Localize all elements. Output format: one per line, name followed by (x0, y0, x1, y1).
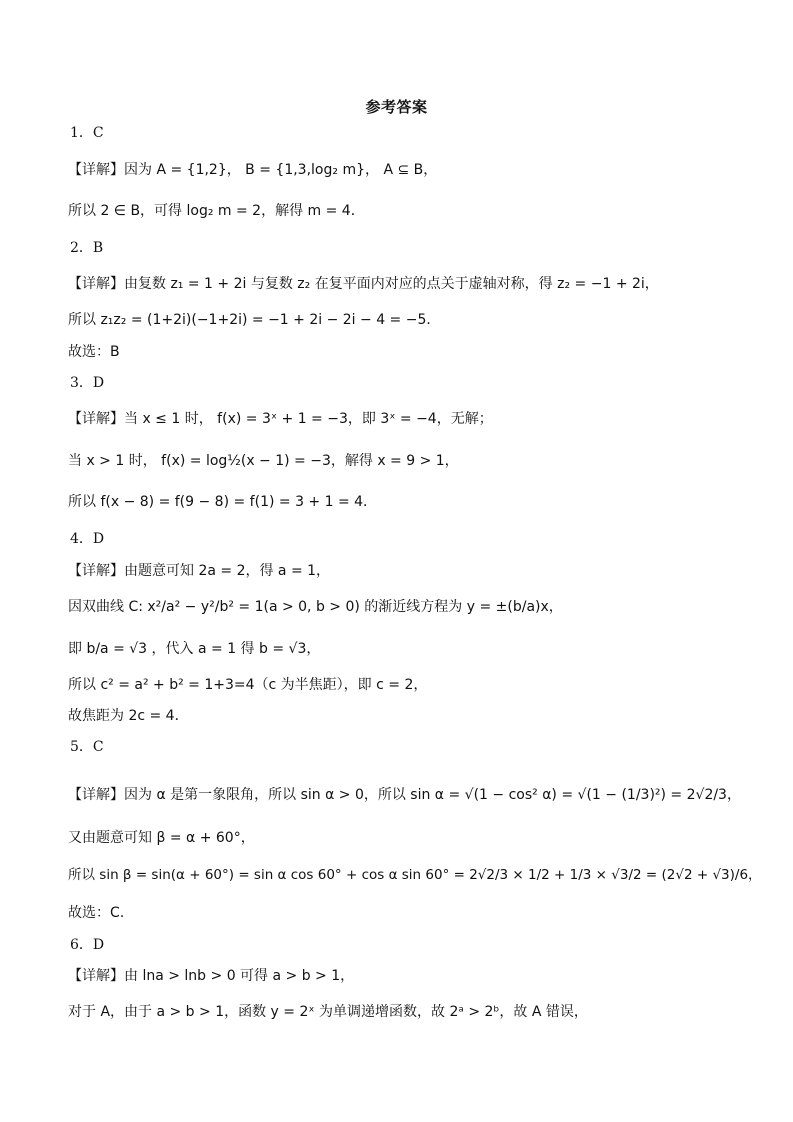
answer-line: 故选：B (68, 344, 120, 360)
answer-line: 所以 f(x − 8) = f(9 − 8) = f(1) = 3 + 1 = 4． (68, 494, 378, 510)
answer-number: 4．D (70, 531, 105, 547)
answer-line: 所以 z₁z₂ = (1+2i)(−1+2i) = −1 + 2i − 2i − 4 = −5． (68, 312, 441, 328)
answer-number: 2．B (70, 240, 104, 256)
answer-line: 【详解】因为 α 是第一象限角，所以 sin α > 0，所以 sin α = √(1 − cos² α) = √(1 − (1/3)²) = 2√2/3， (68, 787, 741, 803)
page-title: 参考答案 (365, 98, 428, 116)
answer-line: 因双曲线 C: x²/a² − y²/b² = 1(a > 0, b > 0) 的渐近线方程为 y = ±(b/a)x， (68, 599, 563, 615)
answer-line: 【详解】由题意可知 2a = 2，得 a = 1， (68, 563, 331, 579)
answer-line: 【详解】当 x ≤ 1 时， f(x) = 3ˣ + 1 = −3，即 3ˣ = −4，无解； (68, 411, 493, 427)
answer-number: 3．D (70, 375, 105, 391)
answer-line: 即 b/a = √3 ，代入 a = 1 得 b = √3， (68, 641, 321, 657)
answer-line: 当 x > 1 时， f(x) = log½(x − 1) = −3，解得 x = 9 > 1， (68, 453, 459, 469)
answer-line: 故选：C. (68, 905, 125, 921)
answer-line: 所以 sin β = sin(α + 60°) = sin α cos 60° + cos α sin 60° = 2√2/3 × 1/2 + 1/3 × √3/2 = (2√2 + √3)/6， (68, 867, 762, 883)
answer-number: 1．C (70, 125, 104, 141)
answer-line: 【详解】因为 A = {1,2}， B = {1,3,log₂ m}， A ⊆ B， (68, 162, 438, 178)
answer-line: 【详解】由 lna > lnb > 0 可得 a > b > 1， (68, 968, 355, 984)
answer-line: 故焦距为 2c = 4． (68, 708, 189, 724)
answer-line: 所以 c² = a² + b² = 1+3=4（c 为半焦距），即 c = 2， (68, 677, 428, 693)
answer-number: 5．C (70, 739, 104, 755)
answer-line: 所以 2 ∈ B，可得 log₂ m = 2，解得 m = 4． (68, 203, 365, 219)
answer-line: 【详解】由复数 z₁ = 1 + 2i 与复数 z₂ 在复平面内对应的点关于虚轴对称，得 z₂ = −1 + 2i， (68, 276, 659, 292)
answer-line: 又由题意可知 β = α + 60°， (68, 830, 255, 846)
answer-line: 对于 A，由于 a > b > 1，函数 y = 2ˣ 为单调递增函数，故 2ᵃ > 2ᵇ，故 A 错误， (68, 1004, 588, 1020)
answer-number: 6．D (70, 937, 105, 953)
